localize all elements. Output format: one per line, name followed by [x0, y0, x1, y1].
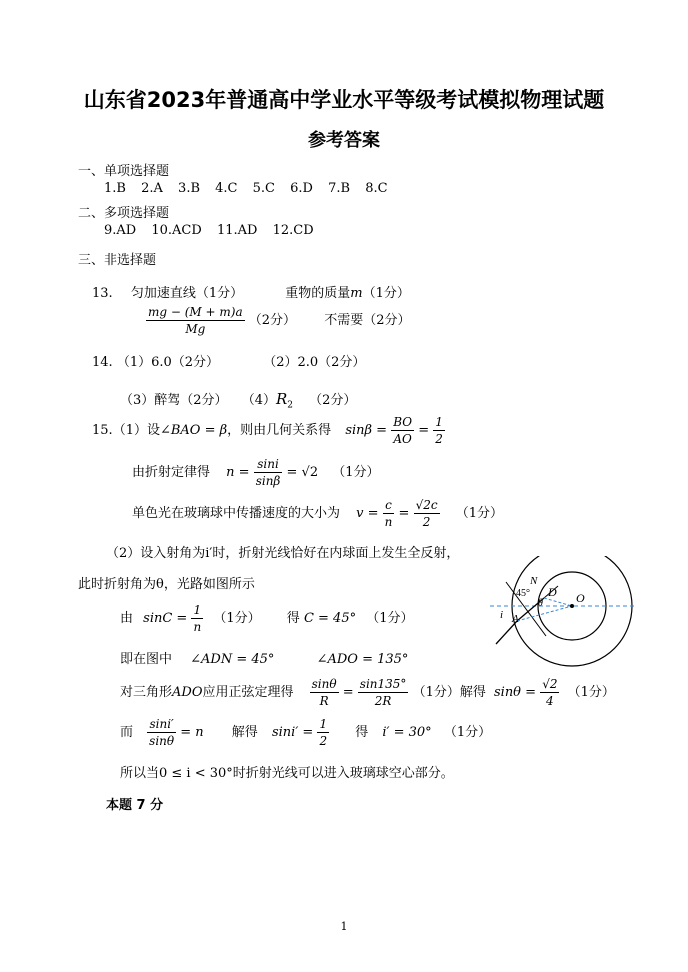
frac-den: sinθ — [149, 734, 175, 748]
q13-line2 — [146, 304, 410, 337]
q15-l1-frac1 — [391, 414, 414, 447]
answer: 5.C — [252, 181, 276, 196]
q13-answer-b: 重物的质量 — [285, 286, 351, 301]
frac-den: 2 — [319, 734, 328, 748]
q15-l1-sin: sinβ = — [345, 423, 388, 438]
frac-den: 2R — [374, 694, 392, 708]
q15-l2-a: 由折射定律得 — [132, 465, 211, 480]
q15-l9-c: 得 — [355, 725, 369, 740]
q15-l9-frac1 — [147, 716, 176, 749]
frac-den: R — [319, 694, 329, 708]
q15-line6 — [120, 602, 414, 635]
q14-part4-score: （2分） — [309, 393, 357, 408]
q14-line1 — [92, 351, 365, 370]
section3-heading: 三、非选择题 — [78, 253, 157, 268]
frac-den: AO — [393, 432, 412, 446]
section2-answers — [104, 223, 314, 238]
frac-den: sinβ — [255, 474, 281, 488]
section1-answers — [104, 181, 388, 196]
q15-l1-eqs: = — [418, 423, 430, 438]
optics-diagram — [486, 556, 636, 686]
q14-var-r-sub: 2 — [287, 400, 293, 411]
frac-den: 2 — [422, 515, 431, 529]
q15-footer: 本题 7 分 — [106, 798, 164, 813]
q15-l9-score: （1分） — [443, 725, 492, 740]
q15-line7 — [120, 648, 408, 667]
page-number: 1 — [340, 920, 348, 933]
label-o: O — [576, 591, 585, 605]
q15-l9-frac2 — [317, 716, 329, 749]
center-point — [570, 604, 574, 608]
q15-line5: 此时折射角为θ，光路如图所示 — [78, 577, 255, 592]
q15-l9-res: i′ = 30° — [382, 725, 432, 740]
q15-l1-b: ，则由几何关系得 — [227, 423, 332, 438]
radius-do — [544, 598, 572, 606]
q15-l8-eqs: = — [342, 685, 354, 700]
q15-l2-res: = √2 — [286, 465, 319, 480]
q15-l7-c: ∠ADO = 135° — [316, 652, 409, 667]
q15-line4: （2）设入射角为i′时，折射光线恰好在内球面上发生全反射， — [106, 546, 460, 561]
q13-frac-den: Mg — [185, 322, 206, 336]
q15-l6-res: C = 45° — [303, 611, 357, 626]
q13-number: 13. — [92, 286, 113, 301]
q15-l1-frac2 — [433, 414, 445, 447]
section2-heading: 二、多项选择题 — [78, 206, 170, 221]
page-title: 山东省2023年普通高中学业水平等级考试模拟物理试题 — [83, 88, 605, 112]
page-subtitle: 参考答案 — [308, 130, 380, 151]
q15-l6-frac — [191, 602, 203, 635]
q15-l6-b: 得 — [286, 611, 300, 626]
answer: 1.B — [104, 181, 126, 196]
q15-l8-c: （1分）解得 — [412, 685, 486, 700]
label-d: D — [548, 585, 557, 599]
frac-num: √2 — [542, 677, 558, 691]
frac-den: 2 — [435, 432, 443, 446]
frac-num: √2c — [415, 498, 438, 512]
q14-var-r: R — [275, 390, 288, 408]
frac-num: 1 — [191, 602, 203, 619]
q15-l9-b: 解得 — [231, 725, 258, 740]
q13-frac-score: （2分） — [248, 313, 297, 328]
frac-num: 1 — [319, 717, 328, 731]
q15-line1 — [92, 414, 445, 447]
q13-answer-a: 匀加速直线（1分） — [130, 286, 244, 301]
label-a: A — [512, 613, 519, 625]
q15-l3-score: （1分） — [455, 506, 504, 521]
answer: 7.B — [328, 181, 351, 196]
q14-number: 14. — [92, 355, 113, 370]
frac-num: sinθ — [311, 677, 337, 691]
answer: 10.ACD — [151, 223, 202, 238]
q15-l8-var: ADO — [172, 685, 203, 700]
frac-num: sin135° — [359, 677, 407, 691]
q15-l8-sin: sinθ = — [493, 685, 537, 700]
q15-l7-b: ∠ADN = 45° — [190, 652, 275, 667]
q14-part2: （2）2.0（2分） — [263, 355, 366, 370]
q15-line10: 所以当0 ≤ i < 30°时折射光线可以进入玻璃球空心部分。 — [120, 766, 454, 781]
label-45: 45° — [516, 588, 530, 599]
answer: 3.B — [178, 181, 201, 196]
frac-num: c — [383, 497, 395, 514]
q15-l8-b: 应用正弦定理得 — [202, 685, 294, 700]
q15-l3-a: 单色光在玻璃球中传播速度的大小为 — [132, 506, 341, 521]
answer: 4.C — [215, 181, 238, 196]
frac-num: sini — [254, 456, 283, 473]
q15-l8-a: 对三角形 — [120, 685, 173, 700]
q13-var-m: m — [350, 286, 363, 301]
q15-l6-score2: （1分） — [366, 611, 414, 626]
frac-num: sini′ — [147, 716, 176, 733]
q15-l9-a: 而 — [120, 725, 134, 740]
answer: 8.C — [365, 181, 388, 196]
q15-l9-eq: = n — [180, 725, 204, 740]
q15-l1-eq: = β — [200, 423, 228, 438]
q15-l6-a: 由 — [120, 611, 134, 626]
q15-l2-frac — [254, 456, 283, 489]
q15-number: 15. — [92, 423, 113, 438]
q15-l6-score: （1分） — [213, 611, 261, 626]
answer: 6.D — [290, 181, 313, 196]
label-i: i — [500, 609, 504, 621]
q15-l3-eqs: = — [398, 506, 410, 521]
q14-line2 — [120, 389, 356, 411]
q13-answer-c: 不需要（2分） — [324, 313, 411, 328]
frac-num: BO — [393, 415, 413, 429]
q15-l1-a: （1）设∠ — [112, 423, 171, 438]
q15-l3-frac2 — [414, 497, 440, 530]
q13-score-b: （1分） — [362, 286, 410, 301]
label-theta: θ — [538, 598, 543, 609]
q13-fraction — [146, 304, 245, 337]
q15-l1-angle: BAO — [170, 423, 201, 438]
section1-heading: 一、单项选择题 — [78, 164, 170, 179]
q15-l7-a: 即在图中 — [120, 652, 173, 667]
q15-l3-v: v = — [356, 506, 379, 521]
q15-line3 — [132, 497, 503, 530]
q14-part3: （3）醉驾（2分） — [120, 393, 228, 408]
frac-den: n — [193, 620, 202, 634]
q15-l6-sin: sinC = — [143, 611, 188, 626]
frac-num: 1 — [435, 415, 443, 429]
answer: 11.AD — [216, 223, 258, 238]
frac-den: n — [384, 515, 393, 529]
answer: 12.CD — [272, 223, 314, 238]
label-n: N — [530, 575, 538, 587]
q15-l3-frac1 — [383, 497, 395, 530]
q14-part4-label: （4） — [241, 393, 276, 408]
answer: 2.A — [141, 181, 163, 196]
frac-den: 4 — [546, 694, 554, 708]
q14-part1: （1）6.0（2分） — [116, 355, 220, 370]
answer: 9.AD — [104, 223, 137, 238]
q15-l8-frac1 — [310, 676, 339, 709]
q15-l8-frac2 — [358, 676, 409, 709]
q13-line1 — [92, 282, 410, 301]
q15-line9 — [120, 716, 491, 749]
q13-frac-num: mg − (M + m)a — [148, 305, 243, 319]
q15-l8-score: （1分） — [567, 685, 615, 700]
q15-l2-n: n = — [226, 465, 250, 480]
q15-line2 — [132, 456, 380, 489]
q15-l2-score: （1分） — [332, 465, 380, 480]
q15-l9-sin: sini′ = — [271, 725, 314, 740]
